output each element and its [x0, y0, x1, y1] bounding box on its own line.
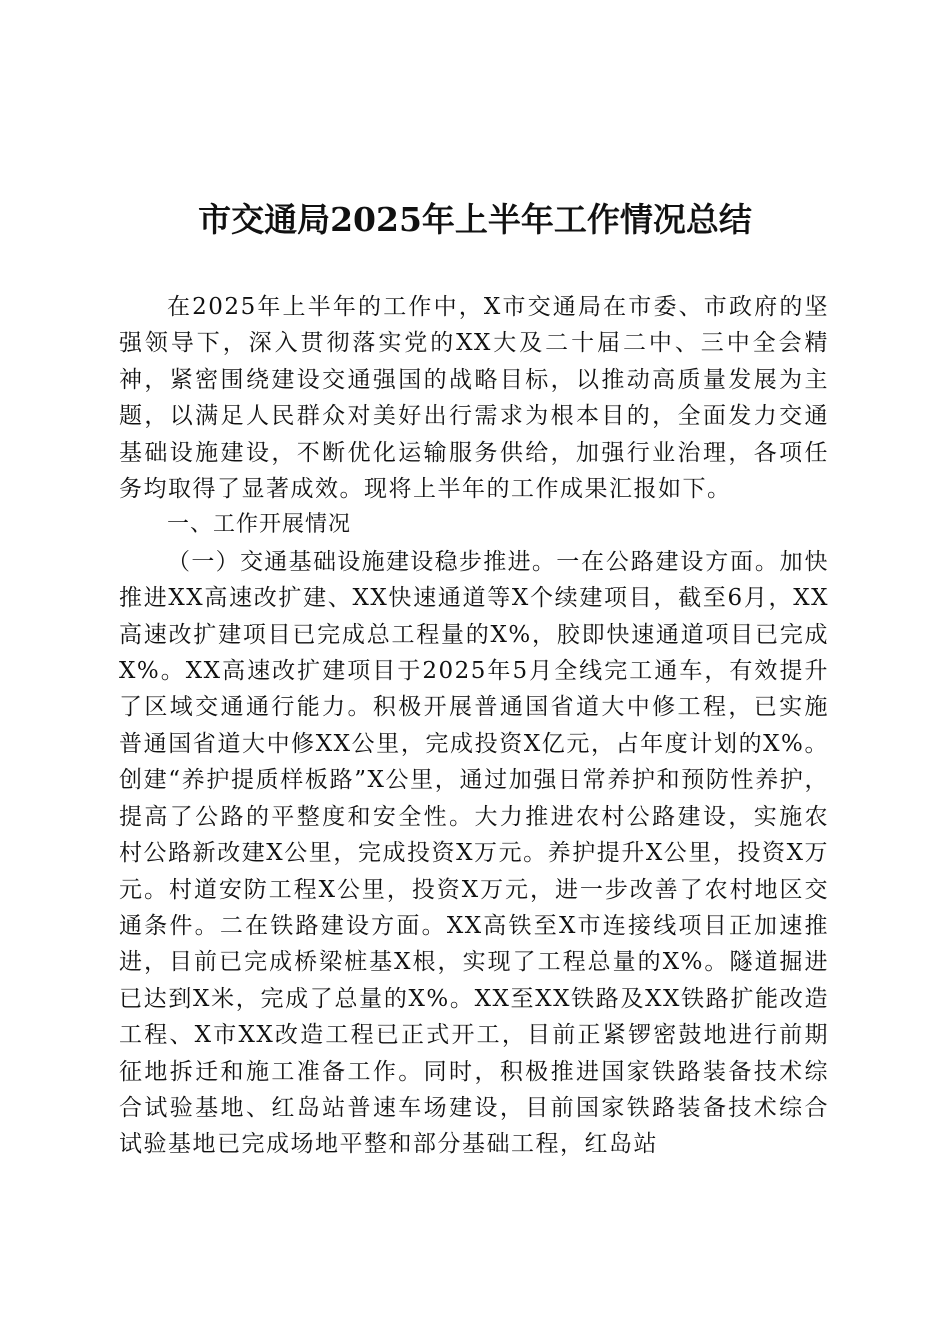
section-heading: 一、工作开展情况: [167, 512, 352, 538]
subsection-heading: （一）交通基础设施建设稳步推进。: [167, 548, 557, 575]
document-body: [119, 289, 829, 1163]
intro-paragraph: 在2025年上半年的工作中，X市交通局在市委、市政府的坚强领导下，深入贯彻落实党的XX大及二十届二中、三中全会精神，紧密围绕建设交通强国的战略目标，以推动高质量发展为主题，以满足人民群众对美好出行需求为根本目的，全面发力交通基础设施建设，不断优化运输服务供给，加强行业治理，各项任务均取得了显著成效。现将上半年的工作成果汇报如下。: [119, 294, 829, 503]
document-title: 市交通局2025年上半年工作情况总结: [198, 200, 752, 239]
subsection-paragraph: [119, 544, 829, 1163]
subsection-text: 一在公路建设方面。加快推进XX高速改扩建、XX快速通道等X个续建项目，截至6月，XX高速改扩建项目已完成总工程量的X%，胶即快速通道项目已完成X%。XX高速改扩建项目于2025年5月全线完工通车，有效提升了区域交通通行能力。积极开展普通国省道大中修工程，已实施普通国省道大中修XX公里，完成投资X亿元，占年度计划的X%。创建“养护提质样板路”X公里，通过加强日常养护和预防性养护，提高了公路的平整度和安全性。大力推进农村公路建设，实施农村公路新改建X公里，完成投资X万元。养护提升X公里，投资X万元。村道安防工程X公里，投资X万元，进一步改善了农村地区交通条件。二在铁路建设方面。XX高铁至X市连接线项目正加速推进，目前已完成桥梁桩基X根，实现了工程总量的X%。隧道掘进已达到X米，完成了总量的X%。XX至XX铁路及XX铁路扩能改造工程、X市XX改造工程已正式开工，目前正紧锣密鼓地进行前期征地拆迁和施工准备工作。同时，积极推进国家铁路装备技术综合试验基地、红岛站普速车场建设，目前国家铁路装备技术综合试验基地已完成场地平整和部分基础工程，红岛站: [119, 548, 830, 1158]
